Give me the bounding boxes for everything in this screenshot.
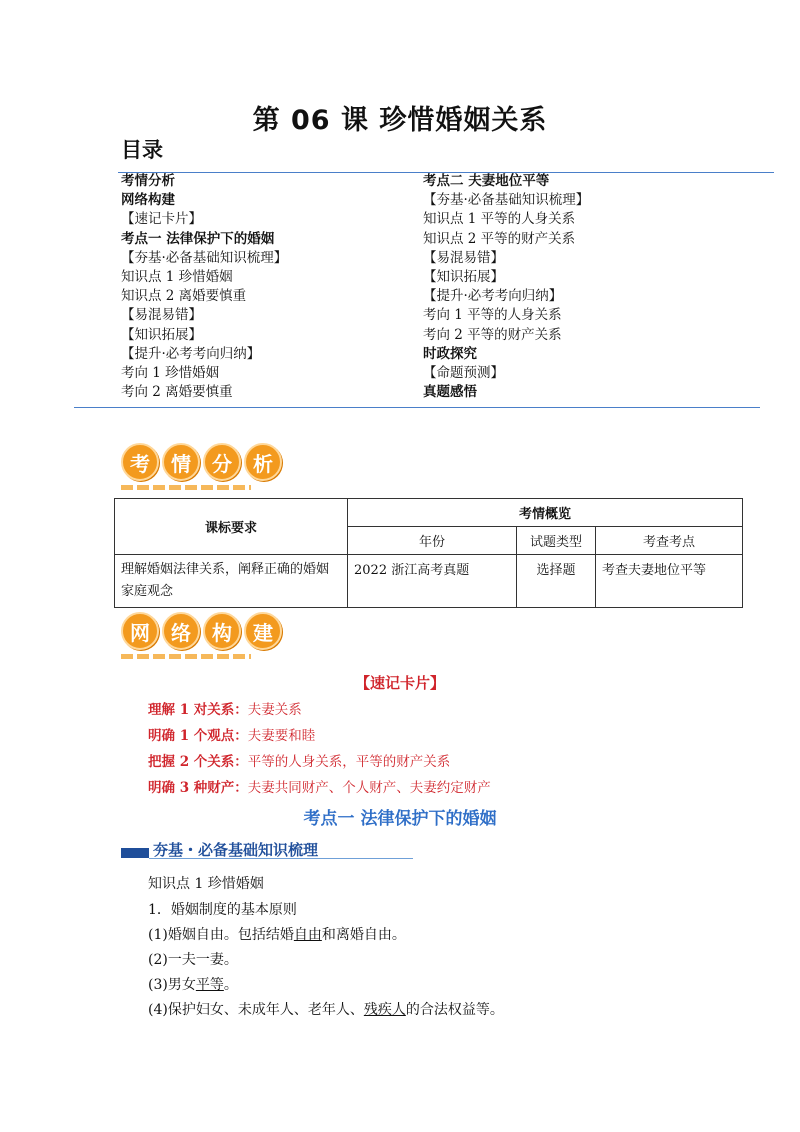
cell-point: 考查夫妻地位平等 [596, 555, 743, 608]
toc-entry[interactable]: 时政探究 [423, 345, 477, 362]
toc-entry[interactable]: 考向 1 珍惜婚姻 [121, 365, 220, 382]
card-line [148, 750, 450, 770]
card-line [148, 698, 302, 718]
col-header-requirement: 课标要求 [115, 499, 348, 555]
knowledge-point-heading: 知识点 1 珍惜婚姻 [148, 876, 264, 892]
principle-3-pre: (3)男女 [148, 977, 196, 993]
principle-4 [148, 999, 504, 1019]
subheader-point: 考查考点 [596, 527, 743, 555]
subheader-type: 试题类型 [517, 527, 596, 555]
exam-analysis-table [114, 498, 743, 608]
toc-entry[interactable]: 【知识拓展】 [121, 326, 202, 343]
principle-1-pre: (1)婚姻自由。包括结婚 [148, 927, 294, 943]
toc-entry[interactable]: 知识点 2 离婚要慎重 [121, 288, 247, 305]
card-line-value: 夫妻要和睦 [247, 728, 316, 744]
toc-entry[interactable]: 【易混易错】 [423, 249, 504, 266]
principle-1-underlined: 自由 [293, 927, 322, 943]
banner-bar [121, 848, 149, 858]
principle-1-post: 和离婚自由。 [321, 927, 406, 943]
toc-entry[interactable]: 知识点 1 平等的人身关系 [423, 211, 576, 228]
col-header-overview: 考情概览 [348, 499, 743, 527]
card-line-key: 理解 1 对关系： [148, 702, 248, 718]
card-line [148, 776, 491, 796]
toc-entry[interactable]: 知识点 1 珍惜婚姻 [121, 269, 233, 286]
principle-1 [148, 924, 406, 944]
page-title: 第 06 课 珍惜婚姻关系 [252, 105, 548, 136]
toc-bottom-rule [74, 407, 760, 408]
toc-entry[interactable]: 【速记卡片】 [121, 211, 202, 228]
principles-subheading: 1．婚姻制度的基本原则 [148, 902, 297, 918]
toc-entry[interactable]: 【提升·必考考向归纳】 [121, 345, 261, 362]
cell-requirement: 理解婚姻法律关系，阐释正确的婚姻家庭观念 [115, 555, 348, 608]
card-line-value: 夫妻共同财产、个人财产、夫妻约定财产 [247, 780, 491, 796]
principle-4-pre: (4)保护妇女、未成年人、老年人、 [148, 1002, 364, 1018]
section-badge-wangluo [121, 612, 282, 659]
toc-entry[interactable]: 【知识拓展】 [423, 269, 504, 286]
badge-underline [121, 654, 251, 659]
principle-4-post: 的合法权益等。 [405, 1002, 504, 1018]
badge-char: 情 [162, 443, 200, 481]
toc-entry[interactable]: 考点二 夫妻地位平等 [423, 173, 550, 189]
toc-entry[interactable]: 【易混易错】 [121, 307, 202, 324]
toc-entry[interactable]: 考向 1 平等的人身关系 [423, 307, 562, 324]
badge-char: 络 [162, 612, 200, 650]
toc-entry[interactable]: 【提升·必考考向归纳】 [423, 288, 563, 305]
principle-3-post: 。 [223, 977, 238, 993]
basics-banner [121, 838, 413, 862]
toc-entry[interactable]: 真题感悟 [423, 384, 477, 401]
card-title: 【速记卡片】 [354, 674, 445, 692]
cell-type: 选择题 [517, 555, 596, 608]
toc-entry[interactable]: 知识点 2 平等的财产关系 [423, 230, 576, 247]
toc-entry[interactable]: 考向 2 离婚要慎重 [121, 384, 233, 401]
principle-3-underlined: 平等 [195, 977, 224, 993]
badge-char: 析 [244, 443, 282, 481]
toc-entry[interactable]: 【夯基·必备基础知识梳理】 [121, 249, 288, 266]
badge-char: 网 [121, 612, 159, 650]
badge-char: 建 [244, 612, 282, 650]
badge-char: 分 [203, 443, 241, 481]
toc-entry[interactable]: 考向 2 平等的财产关系 [423, 326, 562, 343]
toc-entry[interactable]: 【命题预测】 [423, 365, 504, 382]
toc-heading: 目录 [121, 138, 163, 162]
principle-4-underlined: 残疾人 [363, 1002, 406, 1018]
banner-text: 夯基・必备基础知识梳理 [153, 841, 319, 859]
banner-line [149, 858, 413, 859]
toc-entry[interactable]: 【夯基·必备基础知识梳理】 [423, 192, 590, 209]
toc-entry[interactable]: 考点一 法律保护下的婚姻 [121, 230, 275, 247]
cell-year: 2022 浙江高考真题 [348, 555, 517, 608]
card-line-key: 明确 1 个观点： [148, 728, 248, 744]
badge-char: 构 [203, 612, 241, 650]
card-line [148, 724, 315, 744]
badge-char: 考 [121, 443, 159, 481]
card-line-key: 明确 3 种财产： [148, 780, 248, 796]
toc-entry[interactable]: 网络构建 [121, 192, 175, 209]
section-title-kaodian1: 考点一 法律保护下的婚姻 [303, 809, 497, 829]
toc-entry[interactable]: 考情分析 [121, 173, 175, 189]
principle-2: (2)一夫一妻。 [148, 952, 238, 968]
section-badge-kaoqing [121, 443, 282, 490]
toc-right-column [423, 172, 589, 402]
principle-3 [148, 974, 238, 994]
toc-left-column [121, 172, 287, 402]
card-line-value: 夫妻关系 [247, 702, 302, 718]
card-line-value: 平等的人身关系，平等的财产关系 [247, 754, 451, 770]
card-line-key: 把握 2 个关系： [148, 754, 248, 770]
subheader-year: 年份 [348, 527, 517, 555]
badge-underline [121, 485, 251, 490]
